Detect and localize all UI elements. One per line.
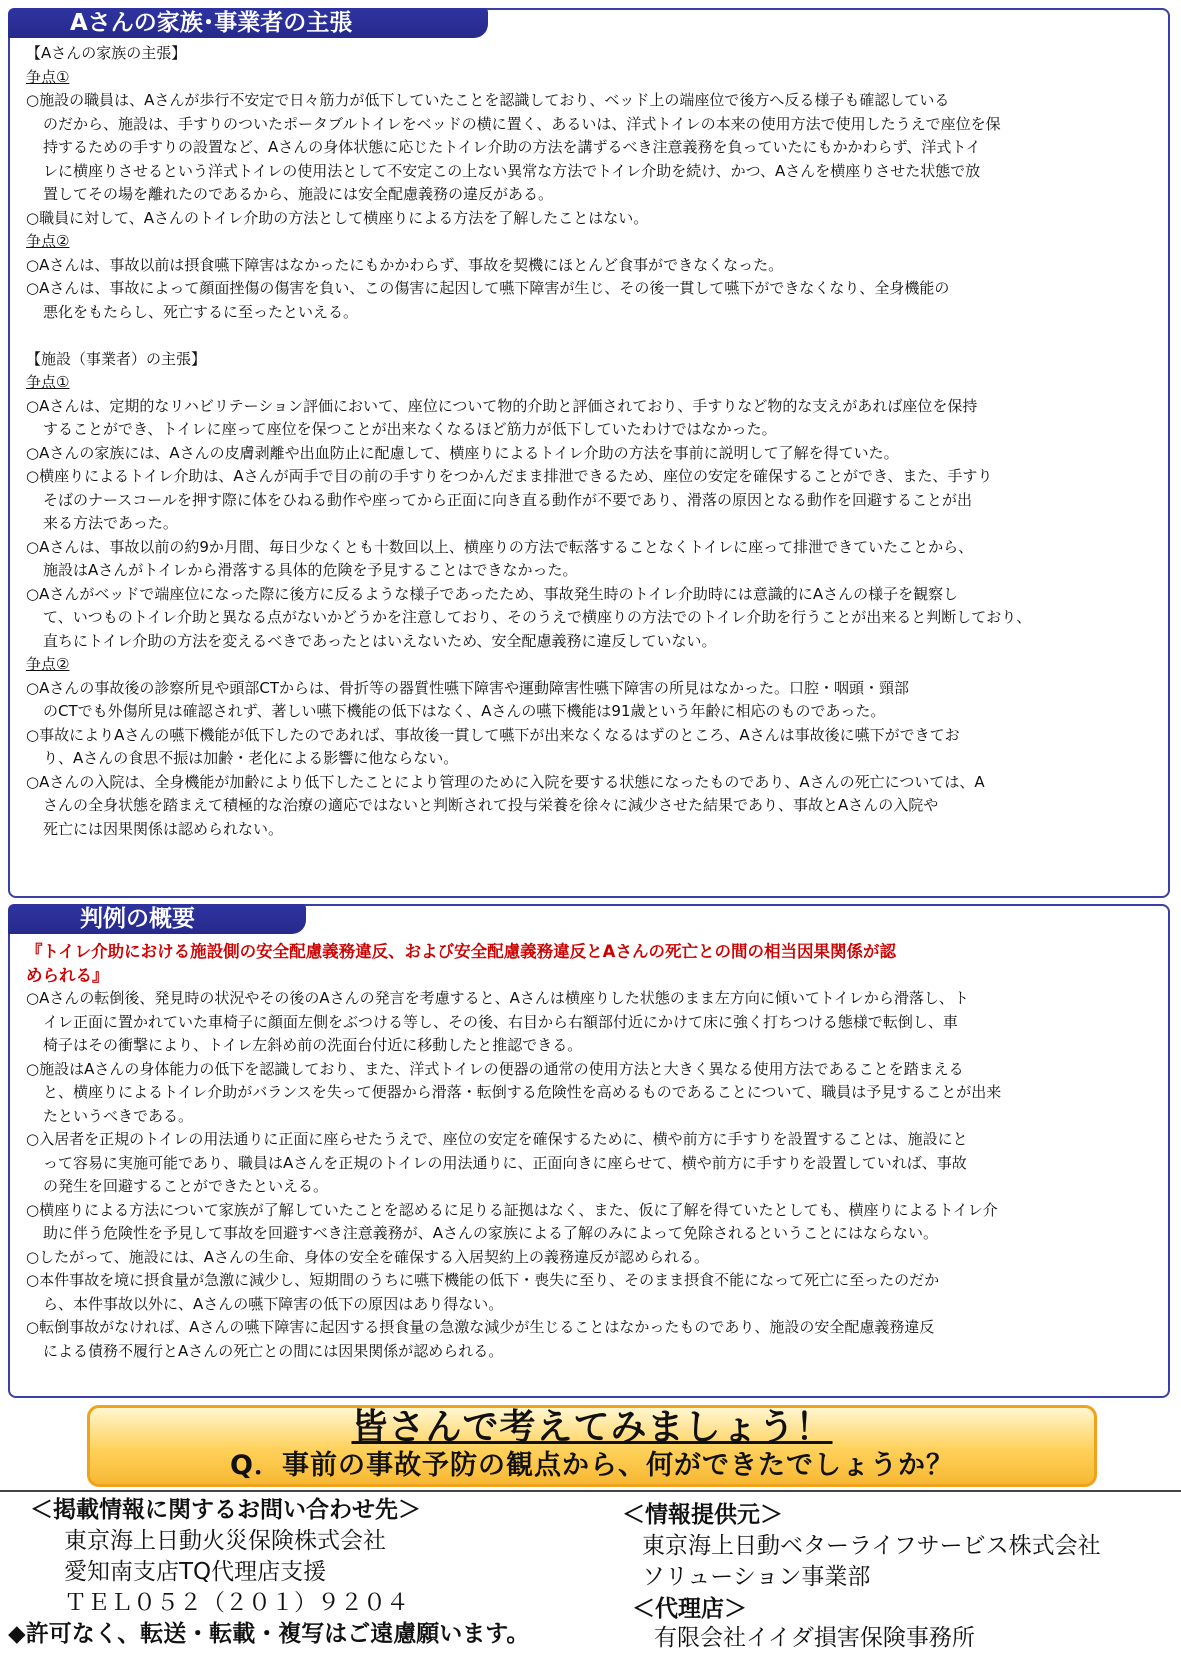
- issue-label: 争点①: [26, 67, 70, 86]
- ruling-headline: 『トイレ介助における施設側の安全配慮義務違反、および安全配慮義務違反とAさんの死亡との間の相当因果関係が認: [26, 942, 896, 961]
- provider-company: 東京海上日動ベターライフサービス株式会社: [642, 1533, 1101, 1559]
- claim-item: 置してその場を離れたのであるから、施設には安全配慮義務の違反がある。: [43, 185, 554, 203]
- claim-item: ○Aさんは、事故以前の約9か月間、毎日少なくとも十数回以上、横座りの方法で転落することなくトイレに座って排泄できていたことから、: [26, 537, 974, 556]
- ruling-content: [26, 940, 1158, 1363]
- banner-question: Q．事前の事故予防の観点から、何ができたでしょうか？: [230, 1450, 954, 1481]
- ruling-item: と、横座りによるトイレ介助がバランスを失って便器から滑落・転倒する危険性を高めるものであることについて、職員は予見することが出来: [43, 1083, 1002, 1101]
- contact-company: 東京海上日動火災保険株式会社: [64, 1528, 386, 1554]
- ruling-item: 助に伴う危険性を予見して事故を回避すべき注意義務が、Aさんの家族による了解のみによって免除されるということにはならない。: [43, 1224, 938, 1242]
- ruling-item: イレ正面に置かれていた車椅子に顔面左側をぶつける等し、その後、右目から右額部付近にかけて床に強く打ちつける態様で転倒し、車: [43, 1012, 958, 1031]
- ruling-item: って容易に実施可能であり、職員はAさんを正規のトイレの用法通りに、正面向きに座らせて、横や前方に手すりを設置していれば、事故: [43, 1153, 967, 1172]
- ruling-item: の発生を回避することができたといえる。: [43, 1177, 329, 1195]
- ruling-item: 椅子はその衝撃により、トイレ左斜め前の洗面台付近に移動したと推認できる。: [43, 1036, 583, 1054]
- claim-item: のだから、施設は、手すりのついたポータブルトイレをベッドの横に置く、あるいは、洋式トイレの本来の使用方法で使用したうえで座位を保: [43, 114, 1001, 133]
- provider-heading: ＜情報提供元＞: [622, 1502, 783, 1528]
- issue-label: 争点②: [26, 655, 70, 673]
- claims-panel: [8, 8, 1170, 898]
- claim-item: 持するための手すりの設置など、Aさんの身体状態に応じたトイレ介助の方法を講ずるべき注意義務を負っていたにもかかわらず、洋式トイ: [43, 138, 981, 156]
- contact-tel: ＴＥＬ０５２（２０１）９２０４: [64, 1590, 409, 1616]
- ruling-item: ○横座りによる方法について家族が了解していたことを認めるに足りる証拠はなく、また、仮に了解を得ていたとしても、横座りによるトイレ介: [26, 1200, 998, 1219]
- claim-item: そばのナースコールを押す際に体をひねる動作や座ってから正面に向き直る動作が不要であり、滑落の原因となる動作を回避することが出: [43, 490, 972, 509]
- spacer: [26, 324, 1158, 348]
- claim-item: することができ、トイレに座って座位を保つことが出来なくなるほど筋力が低下していたわけではなかった。: [43, 420, 777, 438]
- agency-heading: ＜代理店＞: [632, 1596, 747, 1622]
- claim-item: て、いつものトイレ介助と異なる点がないかどうかを注意しており、そのうえで横座りの方法でのトイレ介助を行うことが出来ると判断しており、: [43, 608, 1032, 626]
- claim-item: レに横座りさせるという洋式トイレの使用法として不安定この上ない異常な方法でトイレ介助を続け、かつ、Aさんを横座りさせた状態で放: [43, 161, 981, 180]
- contact-branch: 愛知南支店TQ代理店支援: [64, 1559, 327, 1585]
- claim-item: ○職員に対して、Aさんのトイレ介助の方法として横座りによる方法を了解したことはない。: [26, 208, 649, 227]
- facility-claims-heading: 【施設（事業者）の主張】: [26, 349, 207, 368]
- ruling-item: たというべきである。: [43, 1106, 194, 1125]
- claim-item: ○Aさんの入院は、全身機能が加齢により低下したことにより管理のために入院を要する状態になったものであり、Aさんの死亡については、A: [26, 772, 985, 791]
- issue-label: 争点②: [26, 232, 70, 250]
- claim-item: 来る方法であった。: [43, 514, 178, 532]
- ruling-item: ○施設はAさんの身体能力の低下を認識しており、また、洋式トイレの便器の通常の使用方法と大きく異なる使用方法であることを踏まえる: [26, 1059, 964, 1078]
- footer-divider: [0, 1490, 1181, 1492]
- claim-item: ○施設の職員は、Aさんが歩行不安定で日々筋力が低下していたことを認識しており、ベッド上の端座位で後方へ反る様子も確認している: [26, 91, 950, 109]
- claim-item: ○Aさんの事故後の診察所見や頭部CTからは、骨折等の器質性嚥下障害や運動障害性嚥下障害の所見はなかった。口腔・咽頭・頸部: [26, 678, 909, 697]
- claim-item: 直ちにトイレ介助の方法を変えるべきであったとはいえないため、安全配慮義務に違反していない。: [43, 631, 717, 650]
- ruling-item: ○したがって、施設には、Aさんの生命、身体の安全を確保する入居契約上の義務違反が認められる。: [26, 1247, 710, 1266]
- claim-item: さんの全身状態を踏まえて積極的な治療の適応ではないと判断されて投与栄養を徐々に減少させた結果であり、事故とAさんの入院や: [43, 796, 939, 814]
- family-claims-heading: 【Aさんの家族の主張】: [26, 44, 187, 62]
- ruling-item: ○転倒事故がなければ、Aさんの嚥下障害に起因する摂食量の急激な減少が生じることはなかったものであり、施設の安全配慮義務違反: [26, 1318, 935, 1336]
- ruling-item: ら、本件事故以外に、Aさんの嚥下障害の低下の原因はあり得ない。: [43, 1294, 504, 1313]
- claim-item: ○横座りによるトイレ介助は、Aさんが両手で目の前の手すりをつかんだまま排泄できるため、座位の安定を確保することができ、また、手すり: [26, 467, 993, 485]
- claim-item: ○Aさんの家族には、Aさんの皮膚剥離や出血防止に配慮して、横座りによるトイレ介助の方法を事前に説明して了解を得ていた。: [26, 443, 899, 462]
- issue-label: 争点①: [26, 373, 70, 391]
- claim-item: ○Aさんは、事故によって顔面挫傷の傷害を負い、この傷害に起因して嚥下障害が生じ、その後一貫して嚥下ができなくなり、全身機能の: [26, 279, 950, 297]
- claim-item: のCTでも外傷所見は確認されず、著しい嚥下機能の低下はなく、Aさんの嚥下機能は91歳という年齢に相応のものであった。: [43, 702, 886, 720]
- claim-item: 死亡には因果関係は認められない。: [43, 819, 284, 838]
- ruling-item: ○Aさんの転倒後、発見時の状況やその後のAさんの発言を考慮すると、Aさんは横座りした状態のまま左方向に傾いてトイレから滑落し、ト: [26, 989, 969, 1007]
- ruling-headline: められる』: [26, 965, 109, 985]
- ruling-item: ○本件事故を境に摂食量が急激に減少し、短期間のうちに嚥下機能の低下・喪失に至り、そのまま摂食不能になって死亡に至ったのだか: [26, 1271, 940, 1289]
- claim-item: 施設はAさんがトイレから滑落する具体的危険を予見することはできなかった。: [43, 561, 578, 579]
- claim-item: ○Aさんがベッドで端座位になった際に後方に反るような様子であったため、事故発生時のトイレ介助時には意識的にAさんの様子を観察し: [26, 584, 959, 603]
- contact-heading: ＜掲載情報に関するお問い合わせ先＞: [30, 1497, 421, 1523]
- claim-item: 悪化をもたらし、死亡するに至ったといえる。: [43, 302, 359, 321]
- claim-item: ○Aさんは、事故以前は摂食嚥下障害はなかったにもかかわらず、事故を契機にほとんど食事ができなくなった。: [26, 255, 784, 274]
- copy-notice: ◆許可なく、転送・転載・複写はご遠慮願います。: [8, 1621, 530, 1647]
- ruling-item: による債務不履行とAさんの死亡との間には因果関係が認められる。: [43, 1341, 504, 1360]
- banner-title: 皆さんで考えてみましょう！: [351, 1407, 833, 1448]
- claims-section-title: Aさんの家族･事業者の主張: [8, 8, 488, 38]
- claim-item: り、Aさんの食思不振は加齢・老化による影響に他ならない。: [43, 749, 459, 767]
- claim-item: ○事故によりAさんの嚥下機能が低下したのであれば、事故後一貫して嚥下が出来なくなるはずのところ、Aさんは事故後に嚥下ができてお: [26, 725, 960, 744]
- ruling-panel: [8, 904, 1170, 1398]
- ruling-item: ○入居者を正規のトイレの用法通りに正面に座らせたうえで、座位の安定を確保するために、横や前方に手すりを設置することは、施設にと: [26, 1130, 968, 1148]
- claims-content: [26, 42, 1158, 841]
- provider-department: ソリューション事業部: [642, 1564, 871, 1590]
- agency-name: 有限会社イイダ損害保険事務所: [654, 1625, 975, 1651]
- claim-item: ○Aさんは、定期的なリハビリテーション評価において、座位について物的介助と評価されており、手すりなど物的な支えがあれば座位を保持: [26, 396, 978, 415]
- discussion-banner: [87, 1405, 1097, 1487]
- ruling-section-title: 判例の概要: [8, 904, 306, 934]
